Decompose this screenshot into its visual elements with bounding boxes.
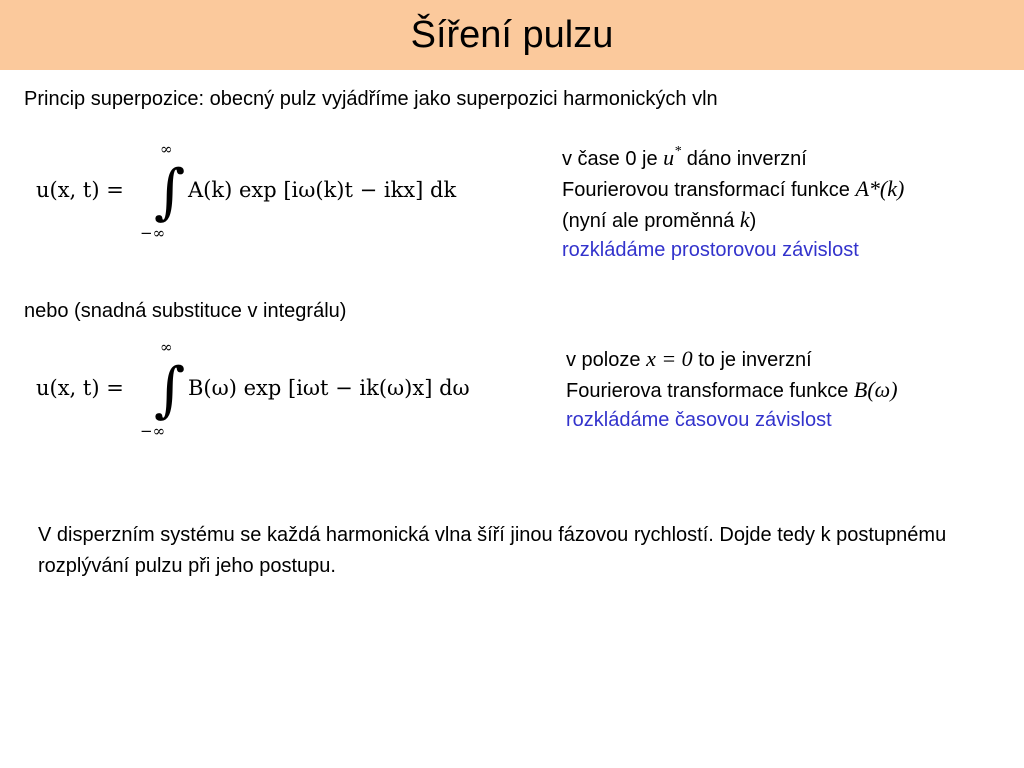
note2-line1 [566, 343, 812, 376]
middle-text: nebo (snadná substituce v integrálu) [24, 300, 347, 322]
note1-line1 [562, 142, 807, 177]
note2-line1-post: to je inverzní [698, 349, 812, 371]
note1-line3-math: k [739, 207, 750, 232]
integral-sign: ∫ [154, 355, 186, 425]
note1-line1-pre: v čase 0 je [562, 148, 658, 170]
note1-line2-math: A*(k) [855, 176, 905, 201]
note1-line4: rozkládáme prostorovou závislost [562, 239, 859, 261]
note1-line3 [562, 204, 756, 237]
eq2-upper-limit: ∞ [160, 338, 173, 356]
title-bar [0, 0, 1024, 70]
eq1-lhs: u(x, t) = [36, 178, 124, 202]
note2-line2-math: B(ω) [853, 377, 898, 402]
eq1-rhs: A(k) exp [iω(k)t − ikx] dk [188, 178, 457, 202]
integral-sign: ∫ [154, 157, 186, 227]
eq2-rhs: B(ω) exp [iωt − ik(ω)x] dω [188, 376, 470, 400]
eq2-lower-limit: −∞ [140, 422, 166, 440]
note2-line3: rozkládáme časovou závislost [566, 409, 832, 431]
intro-text: Princip superpozice: obecný pulz vyjádříme jako superpozici harmonických vln [24, 88, 718, 110]
note1-line2-pre: Fourierovou transformací funkce [562, 179, 850, 201]
note2-line1-pre: v poloze [566, 349, 641, 371]
note1-line1-post: dáno inverzní [686, 148, 807, 170]
slide-title: Šíření pulzu [410, 13, 614, 56]
note2-line2-pre: Fourierova transformace funkce [566, 380, 849, 402]
eq1-lower-limit: −∞ [140, 224, 166, 242]
equation-1 [36, 140, 506, 250]
note1-line3-pre: (nyní ale proměnná [562, 210, 735, 232]
note2-line1-math: x = 0 [646, 346, 693, 371]
note2-line2 [566, 374, 898, 407]
note1-line1-sup: * [674, 144, 682, 159]
conclusion-paragraph: V disperzním systému se každá harmonická vlna šíří jinou fázovou rychlostí. Dojde tedy k postupnému rozplývání pulzu při jeho postupu. [38, 524, 947, 577]
equation-2 [36, 338, 526, 448]
note1-line1-math: u [663, 145, 675, 170]
eq1-upper-limit: ∞ [160, 140, 173, 158]
eq2-lhs: u(x, t) = [36, 376, 124, 400]
note1-line3-post: ) [749, 210, 757, 232]
note1-line2 [562, 173, 904, 206]
